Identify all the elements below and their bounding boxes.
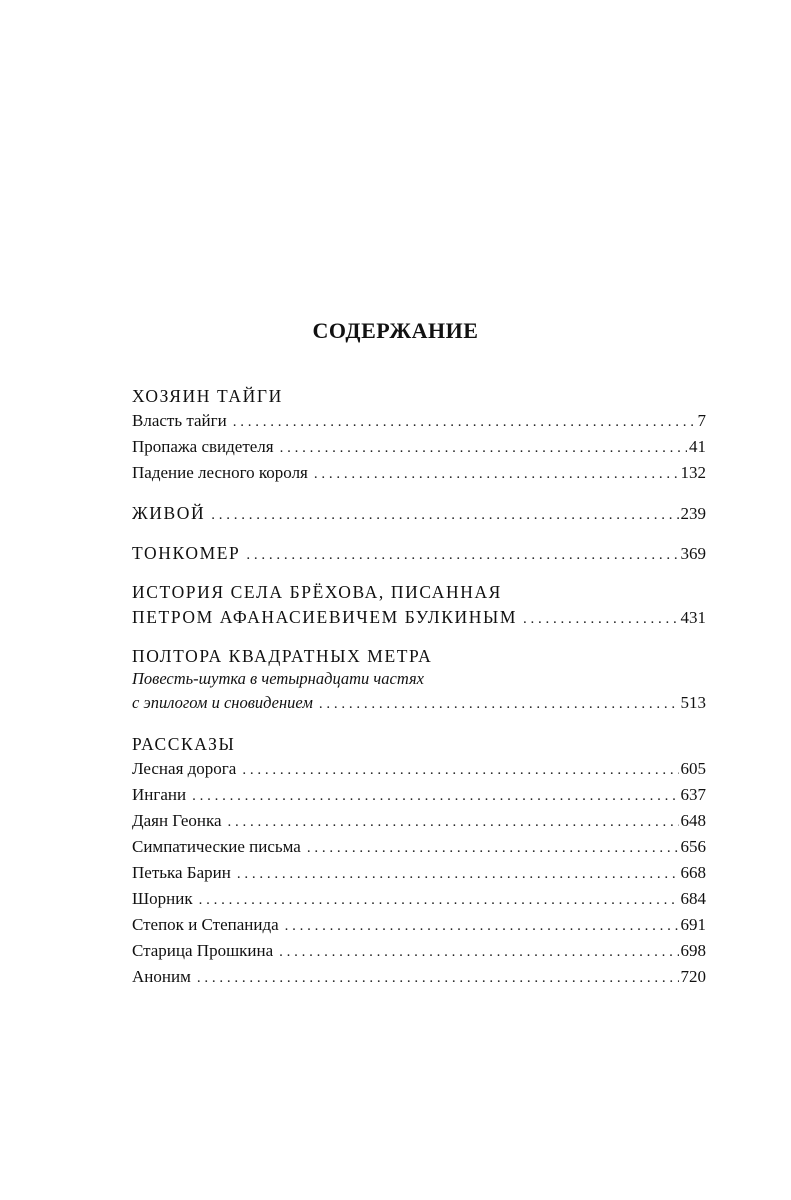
dot-leader — [285, 913, 679, 939]
entry-title: ЖИВОЙ — [132, 503, 206, 523]
dot-leader — [280, 435, 687, 461]
toc-entry[interactable] — [132, 964, 706, 990]
toc-entry[interactable] — [132, 782, 706, 808]
spacer — [132, 566, 706, 580]
entry-title: Власть тайги — [132, 411, 227, 430]
dot-leader — [211, 502, 678, 528]
dot-leader — [279, 939, 678, 965]
entry-title: Падение лесного короля — [132, 463, 308, 482]
section-heading-khozyain-taigi: ХОЗЯИН ТАЙГИ — [132, 386, 283, 406]
page-title: СОДЕРЖАНИЕ — [312, 318, 479, 343]
entry-page-number: 698 — [680, 941, 706, 960]
toc-entry-tonkomer[interactable] — [132, 540, 706, 566]
entry-title: Даян Геонка — [132, 811, 222, 830]
toc-entry[interactable] — [132, 756, 706, 782]
entry-title: Пропажа свидетеля — [132, 437, 274, 456]
entry-page-number: 239 — [680, 504, 706, 523]
entry-page-number: 684 — [680, 889, 706, 908]
entry-page-number: 132 — [680, 463, 706, 482]
toc-entry[interactable] — [132, 834, 706, 860]
entry-title: ТОНКОМЕР — [132, 543, 241, 563]
dot-leader — [307, 835, 679, 861]
toc-entry[interactable] — [132, 860, 706, 886]
entry-page-number: 431 — [680, 608, 706, 627]
section-heading-rasskazy: РАССКАЗЫ — [132, 734, 236, 754]
spacer — [132, 526, 706, 540]
dot-leader — [319, 691, 679, 717]
table-of-contents — [132, 384, 706, 990]
toc-entry-poltora[interactable] — [132, 690, 706, 716]
toc-entry-istoriya[interactable] — [132, 604, 706, 630]
entry-page-number: 369 — [680, 544, 706, 563]
entry-title: с эпилогом и сновидением — [132, 693, 313, 712]
entry-page-number: 648 — [680, 811, 706, 830]
entry-page-number: 637 — [680, 785, 706, 804]
entry-title: Петька Барин — [132, 863, 231, 882]
spacer — [132, 630, 706, 644]
toc-entry[interactable] — [132, 408, 706, 434]
entry-page-number: 691 — [680, 915, 706, 934]
entry-title: Ингани — [132, 785, 187, 804]
entry-title: Степок и Степанида — [132, 915, 279, 934]
spacer — [132, 486, 706, 500]
toc-entry[interactable] — [132, 808, 706, 834]
dot-leader — [233, 409, 696, 435]
entry-page-number: 668 — [680, 863, 706, 882]
toc-entry[interactable] — [132, 912, 706, 938]
toc-entry[interactable] — [132, 434, 706, 460]
dot-leader — [314, 461, 679, 487]
entry-page-number: 513 — [680, 693, 706, 712]
entry-title: Симпатические письма — [132, 837, 301, 856]
spacer — [132, 716, 706, 732]
entry-title: Аноним — [132, 967, 191, 986]
entry-title: ПЕТРОМ АФАНАСИЕВИЧЕМ БУЛКИНЫМ — [132, 607, 518, 627]
entry-title: Лесная дорога — [132, 759, 237, 778]
section-heading-poltora: ПОЛТОРА КВАДРАТНЫХ МЕТРА — [132, 646, 433, 666]
toc-entry-zhivoy[interactable] — [132, 500, 706, 526]
toc-entry[interactable] — [132, 886, 706, 912]
toc-entry[interactable] — [132, 460, 706, 486]
dot-leader — [199, 887, 679, 913]
dot-leader — [242, 757, 678, 783]
entry-title: Старица Прошкина — [132, 941, 274, 960]
dot-leader — [197, 965, 679, 991]
dot-leader — [246, 542, 678, 568]
entry-page-number: 7 — [697, 411, 706, 430]
entry-page-number: 41 — [689, 437, 706, 456]
section-subtitle: Повесть-шутка в четырнадцати частях — [132, 669, 424, 688]
entry-page-number: 605 — [680, 759, 706, 778]
dot-leader — [192, 783, 678, 809]
entry-page-number: 720 — [680, 967, 706, 986]
section-heading-istoriya: ИСТОРИЯ СЕЛА БРЁХОВА, ПИСАННАЯ — [132, 582, 502, 602]
dot-leader — [228, 809, 679, 835]
entry-title: Шорник — [132, 889, 193, 908]
dot-leader — [237, 861, 679, 887]
toc-entry[interactable] — [132, 938, 706, 964]
dot-leader — [523, 606, 678, 632]
entry-page-number: 656 — [680, 837, 706, 856]
